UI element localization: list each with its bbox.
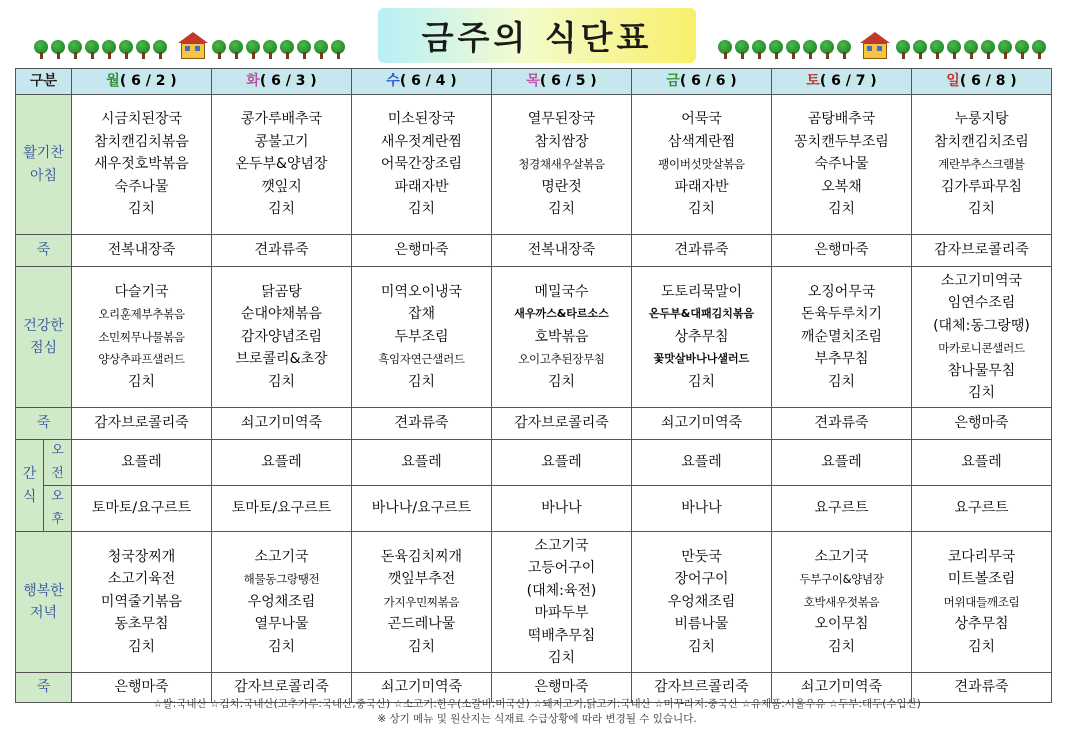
menu-item: 참치캔김치조림 [934,133,1029,150]
day-header [492,69,632,95]
snack-cell: 요플레 [72,440,212,486]
menu-item: 누룽지탕 [954,111,1009,128]
menu-item: 김치 [127,373,156,390]
tree-icon [102,40,116,60]
label-line: 점심 [29,340,58,356]
menu-item: 삼색계란찜 [667,133,736,150]
porridge-cell: 감자브르콜리죽 [632,673,772,703]
snack-cell: 요구르트 [912,486,1052,532]
menu-item: 김치 [967,638,996,655]
menu-item: 참치쌈장 [534,133,589,150]
porridge-cell: 견과류죽 [912,673,1052,703]
tree-icon [964,40,978,60]
menu-item: 숙주나물 [114,178,169,195]
menu-item: 파래자반 [394,178,449,195]
lunch-label [16,267,72,408]
menu-item: 떡배추무침 [527,627,596,644]
lunch-cell [212,267,352,408]
menu-item: 김치 [687,638,716,655]
tree-icon [947,40,961,60]
breakfast-cell [212,95,352,235]
menu-item: 계란부추스크램블 [938,157,1025,172]
tree-icon [981,40,995,60]
menu-item: 오이무침 [814,616,869,633]
menu-item: 김치 [267,201,296,218]
dinner-cell [352,532,492,673]
dinner-cell [632,532,772,673]
menu-item: 새우젓호박볶음 [94,156,189,173]
menu-item: 김치 [407,638,436,655]
left-tree-row-2 [212,40,345,60]
page-title-text: 금주의 식단표 [421,18,653,57]
tree-icon [297,40,311,60]
day-date: ( 6 / 8 ) [959,73,1017,90]
menu-item: 동초무침 [114,616,169,633]
porridge-label: 죽 [16,408,72,440]
menu-item: 만둣국 [681,548,722,565]
menu-item: 미소된장국 [387,111,456,128]
day-date: ( 6 / 4 ) [399,73,457,90]
snack-label [16,440,44,532]
day-name: 금 [666,73,680,90]
menu-item: 청국장찌개 [107,548,176,565]
menu-item: 해물동그랑땡전 [243,572,320,587]
tree-icon [1015,40,1029,60]
day-header [212,69,352,95]
porridge-cell: 감자브로콜리죽 [72,408,212,440]
day-date: ( 6 / 2 ) [119,73,177,90]
snack-cell: 요구르트 [772,486,912,532]
label-line: 활기찬 [23,145,64,161]
lunch-cell [72,267,212,408]
menu-item: 온두부&대패김치볶음 [648,307,755,321]
menu-item: 소고기국 [254,548,309,565]
menu-item: 김치 [127,201,156,218]
label-line: 오 [51,489,64,504]
menu-item: 청경채새우살볶음 [518,157,605,172]
tree-icon [331,40,345,60]
menu-item: 깻잎지 [261,178,302,195]
menu-item: 소고기육전 [107,571,176,588]
dinner-cell [212,532,352,673]
menu-item: 상추무침 [674,328,729,345]
tree-icon [34,40,48,60]
tree-icon [136,40,150,60]
menu-item: 고등어구이 [527,560,596,576]
tree-icon [930,40,944,60]
menu-item: 오리훈제부추볶음 [98,307,185,322]
tree-icon [119,40,133,60]
snack-cell: 토마토/요구르트 [72,486,212,532]
menu-item: 미역오이냉국 [380,283,463,300]
menu-item: 참나물무침 [947,362,1016,379]
snack-cell: 요플레 [352,440,492,486]
menu-item: 소민찌무나물볶음 [98,329,185,344]
menu-item: 우엉채조림 [667,593,736,610]
day-name: 월 [106,73,120,90]
snack-cell: 요플레 [912,440,1052,486]
tree-icon [280,40,294,60]
menu-item: 오이고추된장무침 [518,352,605,367]
menu-item: 김치 [687,373,716,390]
tree-icon [263,40,277,60]
left-tree-row [34,40,167,60]
day-header [912,69,1052,95]
tree-icon [1032,40,1046,60]
breakfast-cell [632,95,772,235]
change-notice: ※ 상기 메뉴 및 원산지는 식재료 수급상황에 따라 변경될 수 있습니다. [377,713,697,725]
menu-item: 김치 [827,638,856,655]
menu-item: 다슬기국 [114,283,169,300]
menu-item: 감자양념조림 [240,328,323,345]
menu-item: 소고기국 [814,548,869,565]
porridge-cell: 쇠고기미역죽 [772,673,912,703]
menu-item: 어묵국 [681,111,722,128]
page-title [378,8,696,63]
menu-item: 김치 [127,638,156,655]
porridge-row [16,235,1052,267]
day-header [772,69,912,95]
dinner-row [16,532,1052,673]
menu-item: 열무된장국 [527,111,596,128]
label-line: 건강한 [23,317,64,334]
porridge-cell: 은행마죽 [352,235,492,267]
label-line: 오 [51,443,64,458]
snack-cell: 바나나 [492,486,632,532]
snack-cell: 바나나/요구르트 [352,486,492,532]
porridge-cell: 견과류죽 [212,235,352,267]
menu-item: 머위대들깨조림 [943,594,1020,609]
label-line: 행복한 [23,582,64,599]
menu-item: 미트볼조림 [947,571,1016,588]
tree-icon [212,40,226,60]
lunch-cell [632,267,772,408]
day-name: 목 [526,73,540,90]
menu-item: 양상추파프샐러드 [98,352,185,367]
snack-am-row [16,440,1052,486]
tree-icon [51,40,65,60]
menu-item: 김치 [547,201,576,218]
menu-item: 김치 [267,373,296,390]
tree-icon [153,40,167,60]
menu-item: 명란젓 [541,178,582,195]
menu-item: 파래자반 [674,178,729,195]
label-line: 식 [22,488,37,505]
lunch-cell [912,267,1052,408]
menu-item: 김치 [967,201,996,218]
day-name: 토 [806,73,820,90]
breakfast-row [16,95,1052,235]
menu-item: 열무나물 [254,616,309,633]
snack-cell: 요플레 [492,440,632,486]
menu-item: 부추무침 [814,351,869,368]
label-line: 아침 [29,167,58,184]
day-date: ( 6 / 6 ) [679,73,737,90]
porridge-cell: 감자브로콜리죽 [912,235,1052,267]
menu-item: 가지우민찌볶음 [383,594,460,609]
menu-item: 참치캔김치볶음 [94,133,189,150]
porridge-row [16,408,1052,440]
menu-item: 메밀국수 [534,283,589,300]
menu-item: 오징어무국 [807,283,876,300]
day-date: ( 6 / 3 ) [259,73,317,90]
porridge-cell: 은행마죽 [72,673,212,703]
menu-item: 닭곰탕 [261,283,302,300]
snack-pm-row [16,486,1052,532]
menu-item: 콩가루배추국 [240,111,323,128]
porridge-cell: 견과류죽 [352,408,492,440]
menu-item: 시금치된장국 [100,111,183,128]
menu-item: 돈육김치찌개 [380,548,463,565]
day-name: 수 [386,73,400,90]
breakfast-cell [492,95,632,235]
tree-icon [752,40,766,60]
tree-icon [803,40,817,60]
menu-item: 콩불고기 [254,133,309,150]
snack-cell: 토마토/요구르트 [212,486,352,532]
day-date: ( 6 / 5 ) [539,73,597,90]
porridge-cell: 은행마죽 [772,235,912,267]
porridge-cell: 은행마죽 [492,673,632,703]
menu-item: 온두부&양념장 [235,156,328,173]
menu-item: (대체:육전) [526,582,597,599]
house-icon [860,32,890,60]
lunch-cell [492,267,632,408]
lunch-row [16,267,1052,408]
porridge-cell: 은행마죽 [912,408,1052,440]
tree-icon [735,40,749,60]
menu-item: 김치 [407,201,436,218]
tree-icon [229,40,243,60]
header-row [16,69,1052,95]
menu-item: 미역줄기볶음 [100,593,183,610]
dinner-cell [492,532,632,673]
day-date: ( 6 / 7 ) [819,73,877,90]
tree-icon [998,40,1012,60]
snack-cell: 바나나 [632,486,772,532]
dinner-cell [772,532,912,673]
porridge-cell: 쇠고기미역죽 [352,673,492,703]
right-tree-row-2 [896,40,1046,60]
menu-item: 김치 [547,373,576,390]
tree-icon [837,40,851,60]
house-icon [178,32,208,60]
breakfast-cell [352,95,492,235]
snack-cell: 요플레 [772,440,912,486]
menu-item: 마파두부 [534,605,589,621]
lunch-cell [352,267,492,408]
day-name: 화 [246,73,260,90]
dinner-cell [72,532,212,673]
menu-item: 김치 [547,650,576,666]
menu-item: 우엉채조림 [247,593,316,610]
menu-item: 숙주나물 [814,156,869,173]
breakfast-cell [72,95,212,235]
snack-am-label [44,440,72,486]
tree-icon [718,40,732,60]
menu-item: 새우까스&타르소스 [514,307,609,321]
porridge-cell: 쇠고기미역죽 [212,408,352,440]
menu-item: 김치 [827,201,856,218]
corner-header: 구분 [16,69,72,95]
menu-item: 꽁치캔두부조림 [794,133,889,150]
day-header [72,69,212,95]
porridge-label: 죽 [16,235,72,267]
tree-icon [786,40,800,60]
menu-item: 돈육두루치기 [800,306,883,323]
menu-item: 호박볶음 [534,328,589,345]
tree-icon [246,40,260,60]
menu-item: 깻잎부추전 [387,571,456,588]
porridge-cell: 감자브로콜리죽 [492,408,632,440]
tree-icon [820,40,834,60]
dinner-label [16,532,72,673]
menu-item: 김치 [267,638,296,655]
menu-item: 임연수조림 [947,295,1016,311]
day-name: 일 [946,73,960,90]
menu-item: 비름나물 [674,616,729,633]
day-header [352,69,492,95]
porridge-cell: 전복내장죽 [72,235,212,267]
menu-item: 도토리묵말이 [660,283,743,300]
label-line: 간 [22,466,37,482]
menu-item: 장어구이 [674,571,729,588]
menu-item: (대체:동그랑땡) [933,317,1030,334]
tree-icon [913,40,927,60]
breakfast-cell [912,95,1052,235]
tree-icon [85,40,99,60]
menu-item: 팽이버섯맛살볶음 [658,157,745,172]
breakfast-cell [772,95,912,235]
right-tree-row [718,40,851,60]
breakfast-label [16,95,72,235]
menu-item: 어묵간장조림 [380,156,463,173]
label-line: 저녁 [29,605,58,621]
porridge-cell: 전복내장죽 [492,235,632,267]
menu-item: 김치 [687,201,716,218]
menu-table [15,68,1052,703]
menu-item: 김치 [827,373,856,390]
menu-item: 흑임자연근샐러드 [378,352,465,367]
tree-icon [769,40,783,60]
menu-item: 꽃맛살바나나샐러드 [653,352,750,366]
menu-item: 호박새우젓볶음 [803,594,880,609]
porridge-cell: 견과류죽 [772,408,912,440]
label-line: 후 [51,511,64,527]
menu-item: 순대야채볶음 [240,306,323,323]
tree-icon [896,40,910,60]
tree-icon [314,40,328,60]
label-line: 전 [51,465,64,481]
dinner-cell [912,532,1052,673]
menu-item: 브로콜리&초장 [235,351,328,368]
menu-item: 곰탕배추국 [807,111,876,128]
lunch-cell [772,267,912,408]
menu-item: 마카로니콘샐러드 [938,341,1025,355]
snack-pm-label [44,486,72,532]
menu-item: 김치 [967,385,996,401]
menu-item: 두부구이&양념장 [799,572,884,587]
tree-icon [68,40,82,60]
menu-item: 소고기국 [534,537,589,554]
menu-item: 두부조림 [394,328,449,345]
snack-cell: 요플레 [212,440,352,486]
menu-item: 잡채 [407,306,436,323]
origin-note: ☆쌀:국내산 ☆김치:국내산(고추가루:국내산,중국산) ☆소고기:한우(소갈비:미국산) ☆돼지고기,닭고기:국내산 ☆미꾸라지:중국산 ☆유제품:서울우유 ☆두부:대두(수입산) [153,698,921,710]
menu-item: 새우젓계란찜 [380,133,463,150]
day-header [632,69,772,95]
menu-item: 소고기미역국 [940,272,1023,289]
menu-item: 코다리무국 [947,548,1016,565]
menu-item: 김가루파무침 [940,178,1023,195]
menu-item: 오복채 [821,178,862,195]
menu-item: 김치 [407,373,436,390]
porridge-cell: 쇠고기미역죽 [632,408,772,440]
porridge-label: 죽 [16,673,72,703]
menu-item: 상추무침 [954,616,1009,633]
menu-item: 깨순멸치조림 [800,328,883,345]
menu-item: 곤드레나물 [387,616,456,633]
porridge-cell: 감자브로콜리죽 [212,673,352,703]
porridge-cell: 견과류죽 [632,235,772,267]
snack-cell: 요플레 [632,440,772,486]
